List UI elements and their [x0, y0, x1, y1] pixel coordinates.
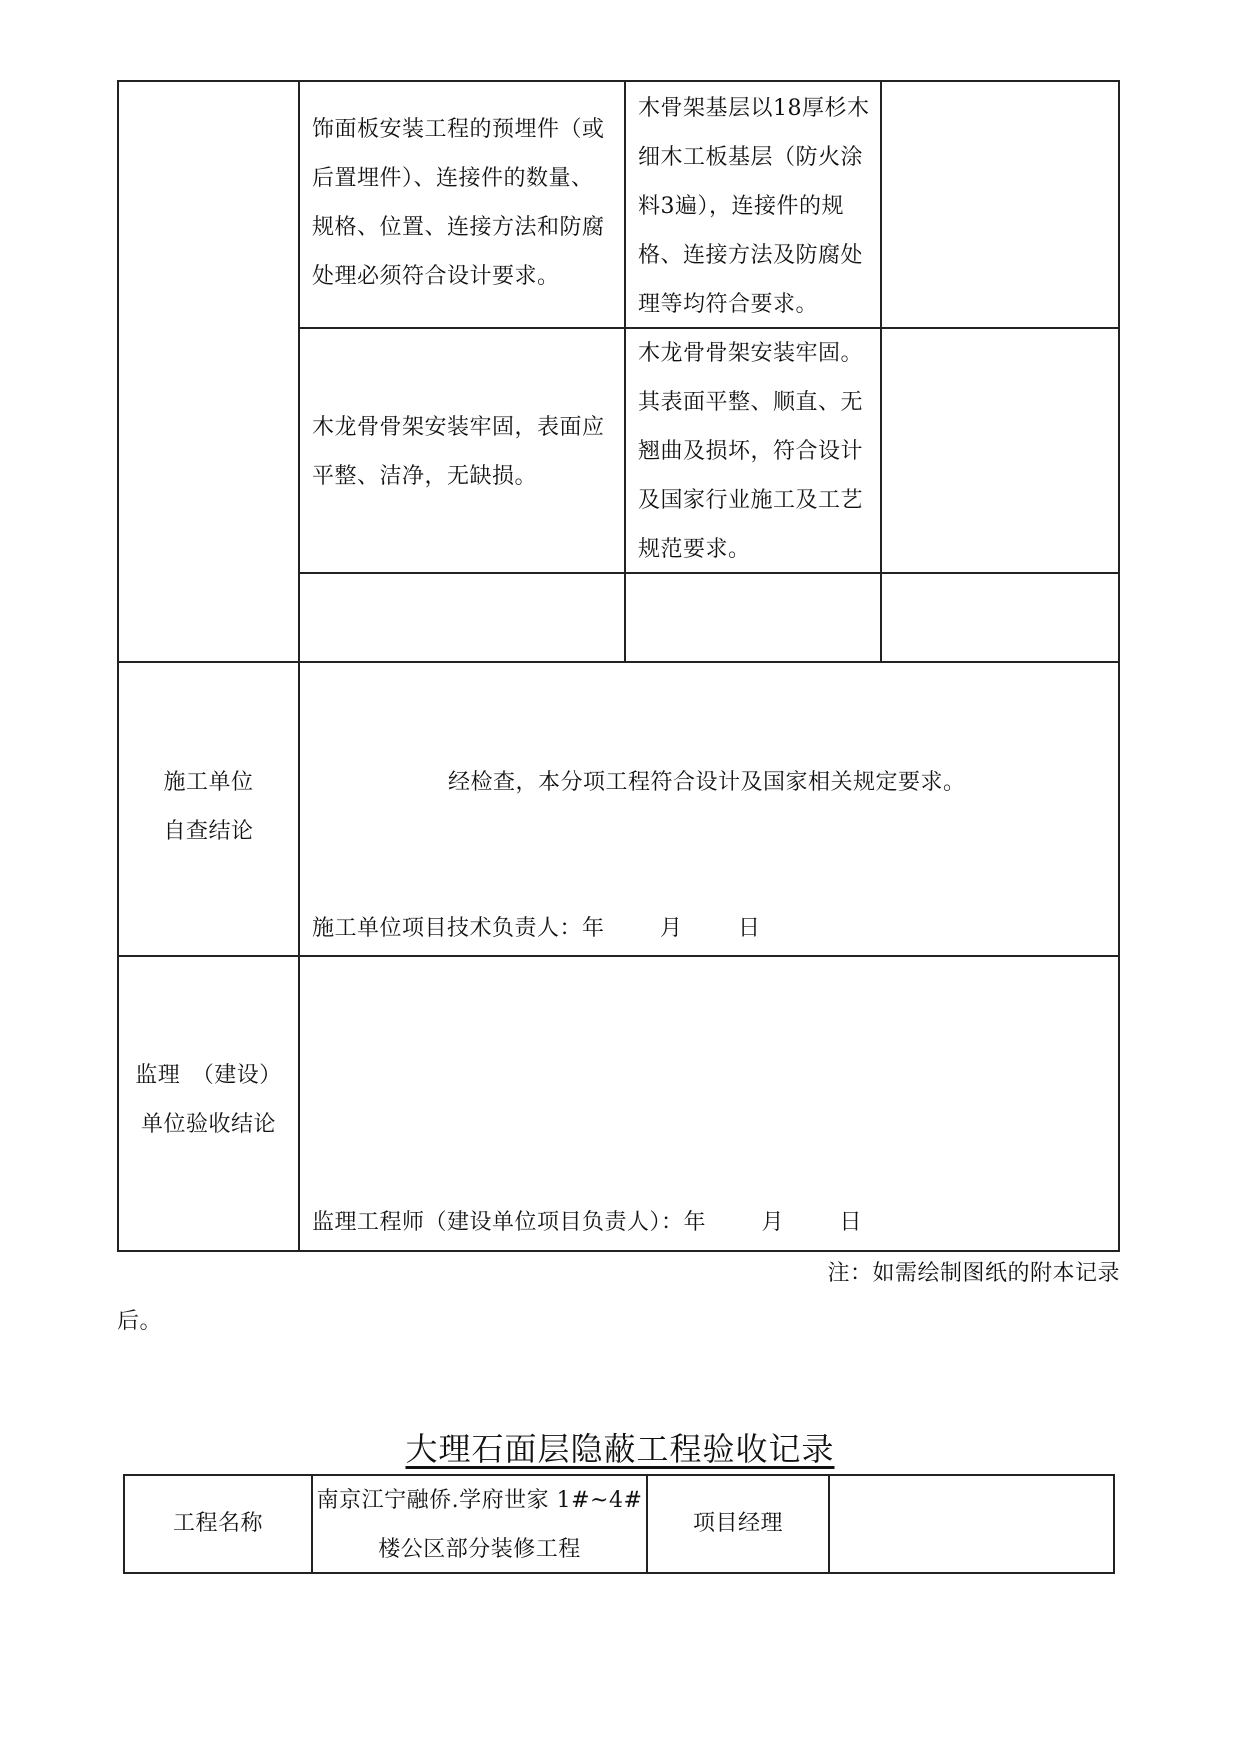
- row1-standard-text: 饰面板安装工程的预埋件（或后置埋件）、连接件的数量、规格、位置、连接方法和防腐处理必须符合设计要求。: [312, 117, 605, 289]
- self-check-signature: 施工单位项目技术负责人：年: [312, 916, 605, 941]
- row-divider-4: [117, 955, 1120, 957]
- column-divider-label: [298, 80, 300, 1252]
- row-divider-3: [117, 661, 1120, 663]
- self-check-label: [119, 758, 298, 856]
- supervision-day: 日: [839, 1210, 863, 1235]
- column-divider-standard: [624, 80, 626, 662]
- note-line2: 后。: [117, 1309, 163, 1334]
- project-name-value: [313, 1476, 646, 1574]
- self-check-conclusion: 经检查，本分项工程符合设计及国家相关规定要求。: [448, 770, 966, 795]
- supervision-month: 月: [761, 1210, 785, 1235]
- row2-result-text: 木龙骨骨架安装牢固。其表面平整、顺直、无翘曲及损坏，符合设计及国家行业施工及工艺规范要求。: [638, 341, 864, 562]
- table-border-top: [117, 80, 1120, 82]
- column-divider-result: [880, 80, 882, 662]
- self-check-label-line1: 施工单位: [163, 770, 254, 795]
- project-name-line2: 楼公区部分装修工程: [378, 1537, 581, 1562]
- row1-result-text: 木骨架基层以18厚杉木细木工板基层（防火涂料3遍），连接件的规格、连接方法及防腐处理等均符合要求。: [638, 96, 870, 317]
- self-check-month: 月: [660, 916, 683, 941]
- supervision-label: [119, 1051, 298, 1149]
- supervision-signature: 监理工程师（建设单位项目负责人）：年: [312, 1210, 707, 1235]
- table-border-right: [1118, 80, 1120, 1252]
- note-line1: 注：如需绘制图纸的附本记录: [827, 1261, 1120, 1286]
- self-check-signature-row: [312, 904, 1092, 953]
- info-border-right: [1113, 1474, 1115, 1574]
- manager-label: 项目经理: [692, 1511, 783, 1536]
- project-name-label: 工程名称: [172, 1511, 263, 1536]
- info-divider-3: [828, 1474, 830, 1574]
- supervision-label-line2: 单位验收结论: [140, 1112, 276, 1137]
- row2-standard-text: 木龙骨骨架安装牢固，表面应平整、洁净，无缺损。: [312, 415, 605, 489]
- supervision-signature-row: [312, 1198, 1102, 1247]
- supervision-label-line1: 监理 （建设）: [135, 1063, 282, 1088]
- project-name-line1: 南京江宁融侨.学府世家 1#~4#: [316, 1488, 643, 1513]
- section-title: 大理石面层隐蔽工程验收记录: [405, 1430, 835, 1468]
- self-check-label-line2: 自查结论: [163, 819, 254, 844]
- self-check-day: 日: [738, 916, 761, 941]
